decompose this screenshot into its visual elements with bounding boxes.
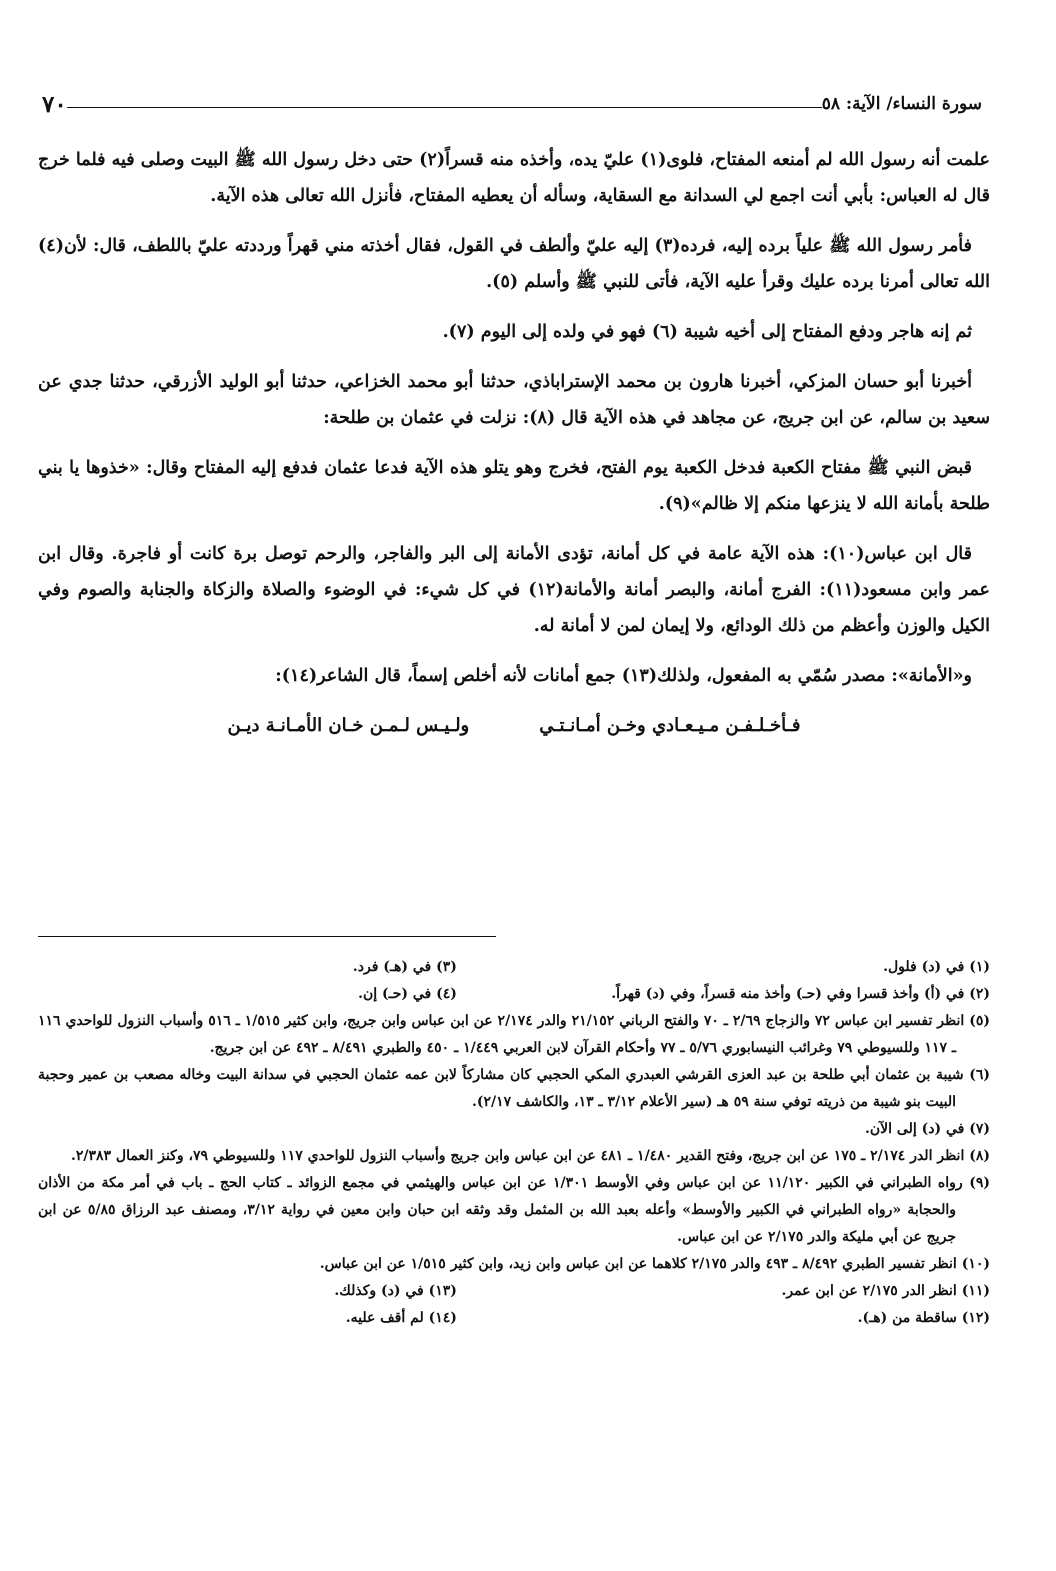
verse-first-hemistich: فـأخـلـفـن مـيـعـادي وخـن أمـانـتـي	[539, 715, 801, 736]
footnote-10: (١٠) انظر تفسير الطبري ٨/٤٩٢ ـ ٤٩٣ والدر ٢/١٧٥ كلاهما عن ابن عباس وابن زيد، وابن كثير ١/٥١٥ عن ابن عباس.	[319, 1256, 990, 1272]
footnote-row	[38, 954, 990, 981]
footnote-12: (١٢) ساقطة من (هـ).	[857, 1310, 990, 1326]
footnote-6: (٦) شيبة بن عثمان أبي طلحة بن عبد العزى القرشي العبدري المكي الحجبي كان مشاركاً لابن عمه عثمان الحجبي في سدانة البيت وخاله مصعب بن عمير وحجبة البيت بنو شيبة من ذريته توفي سنة ٥٩ هـ (سير الأعلام ٣/١٢ ـ ١٣، والكاشف ٢/١٧).	[38, 1067, 990, 1110]
footnote-row	[38, 1305, 990, 1332]
main-text	[38, 142, 990, 744]
footnote-row	[38, 1278, 990, 1305]
paragraph-3: ثم إنه هاجر ودفع المفتاح إلى أخيه شيبة (٦) فهو في ولده إلى اليوم (٧).	[442, 322, 972, 342]
paragraph-6: قال ابن عباس(١٠): هذه الآية عامة في كل أمانة، تؤدى الأمانة إلى البر والفاجر، والرحم توصل برة كانت أو فاجرة. وقال ابن عمر وابن مسعود(١١): الفرج أمانة، والبصر أمانة والأمانة(١٢) في كل شيء: في الوضوء والصلاة والزكاة والجنابة والصوم وفي الكيل والوزن وأعظم من ذلك الودائع، ولا إيمان لمن لا أمانة له.	[38, 544, 991, 636]
footnote-5: (٥) انظر تفسير ابن عباس ٧٢ والزجاج ٢/٦٩ ـ ٧٠ والفتح الرباني ٢١/١٥٢ والدر ٢/١٧٤ عن ابن عباس وابن جريج، وابن كثير ١/٥١٥ ـ ٥١٦ وأسباب النزول للواحدي ١١٦ ـ ١١٧ وللسيوطي ٧٩ وغرائب النيسابوري ٥/٧٦ ـ ٧٧ وأحكام القرآن لابن العربي ١/٤٤٩ ـ ٤٥٠ والطبري ٨/٤٩١ ـ ٤٩٢ عن ابن جريج.	[38, 1013, 990, 1056]
header-rule	[67, 107, 822, 108]
poetry-verse	[38, 708, 990, 744]
footnote-2: (٢) في (أ) وأخذ قسرا وفي (حـ) وأخذ منه قسراً، وفي (د) قهراً.	[611, 986, 990, 1002]
paragraph-1: علمت أنه رسول الله لم أمنعه المفتاح، فلوى(١) عليّ يده، وأخذه منه قسراً(٢) حتى دخل رسول الله ﷺ البيت وصلى فيه فلما خرج قال له العباس: بأبي أنت اجمع لي السدانة مع السقاية، وسأله أن يعطيه المفتاح، فأنزل الله تعالى هذه الآية.	[38, 150, 990, 206]
paragraph-4: أخبرنا أبو حسان المزكي، أخبرنا هارون بن محمد الإستراباذي، حدثنا أبو محمد الخزاعي، حدثنا أبو الوليد الأزرقي، حدثنا جدي عن سعيد بن سالم، عن ابن جريج، عن مجاهد في هذه الآية قال (٨): نزلت في عثمان بن طلحة:	[38, 372, 990, 428]
footnote-13: (١٣) في (د) وكذلك.	[334, 1283, 457, 1299]
footnote-separator	[38, 936, 496, 937]
footnote-7: (٧) في (د) إلى الآن.	[865, 1121, 990, 1137]
paragraph-5: قبض النبي ﷺ مفتاح الكعبة فدخل الكعبة يوم الفتح، فخرج وهو يتلو هذه الآية فدعا عثمان فدفع إليه المفتاح وقال: «خذوها يا بني طلحة بأمانة الله لا ينزعها منكم إلا ظالم»(٩).	[38, 458, 990, 514]
footnote-14: (١٤) لم أقف عليه.	[345, 1310, 457, 1326]
footnote-9: (٩) رواه الطبراني في الكبير ١١/١٢٠ عن ابن عباس وفي الأوسط ١/٣٠١ عن ابن عباس والهيثمي في مجمع الزوائد ـ كتاب الحج ـ باب في أمر مكة من الأذان والحجابة «رواه الطبراني في الكبير والأوسط» وأعله بعبد الله بن المثمل وقد وثقه ابن حبان وابن معين في رواية ٣/١٢، ومصنف عبد الرزاق ٥/٨٥ عن ابن جريج عن أبي مليكة والدر ٢/١٧٥ عن ابن عباس.	[38, 1175, 990, 1245]
footnote-8: (٨) انظر الدر ٢/١٧٤ ـ ١٧٥ عن ابن جريج، وفتح القدير ١/٤٨٠ ـ ٤٨١ عن ابن عباس وابن جريج وأسباب النزول للواحدي ١١٧ وللسيوطي ٧٩، وكنز العمال ٢/٣٨٣.	[70, 1148, 990, 1164]
paragraph-2: فأمر رسول الله ﷺ علياً برده إليه، فرده(٣) إليه عليّ وألطف في القول، فقال أخذته مني قهراً ورددته عليّ باللطف، قال: لأن(٤) الله تعالى أمرنا برده عليك وقرأ عليه الآية، فأتى للنبي ﷺ وأسلم (٥).	[38, 236, 990, 292]
verse-second-hemistich: ولـيـس لـمـن خـان الأمـانـة ديـن	[227, 715, 470, 736]
page-number: ٧٠	[42, 90, 67, 118]
footnote-3: (٣) في (هـ) فرد.	[352, 959, 457, 975]
running-title: سورة النساء/ الآية: ٥٨	[821, 94, 982, 114]
paragraph-7: و«الأمانة»: مصدر سُمّي به المفعول، ولذلك(١٣) جمع أمانات لأنه أخلص إسماً، قال الشاعر(١٤):	[275, 666, 972, 686]
page-header	[28, 84, 996, 124]
footnote-1: (١) في (د) فلول.	[883, 959, 990, 975]
footnote-11: (١١) انظر الدر ٢/١٧٥ عن ابن عمر.	[781, 1283, 990, 1299]
footnotes	[38, 954, 990, 1332]
footnote-4: (٤) في (حـ) إن.	[358, 986, 457, 1002]
footnote-row	[38, 981, 990, 1008]
